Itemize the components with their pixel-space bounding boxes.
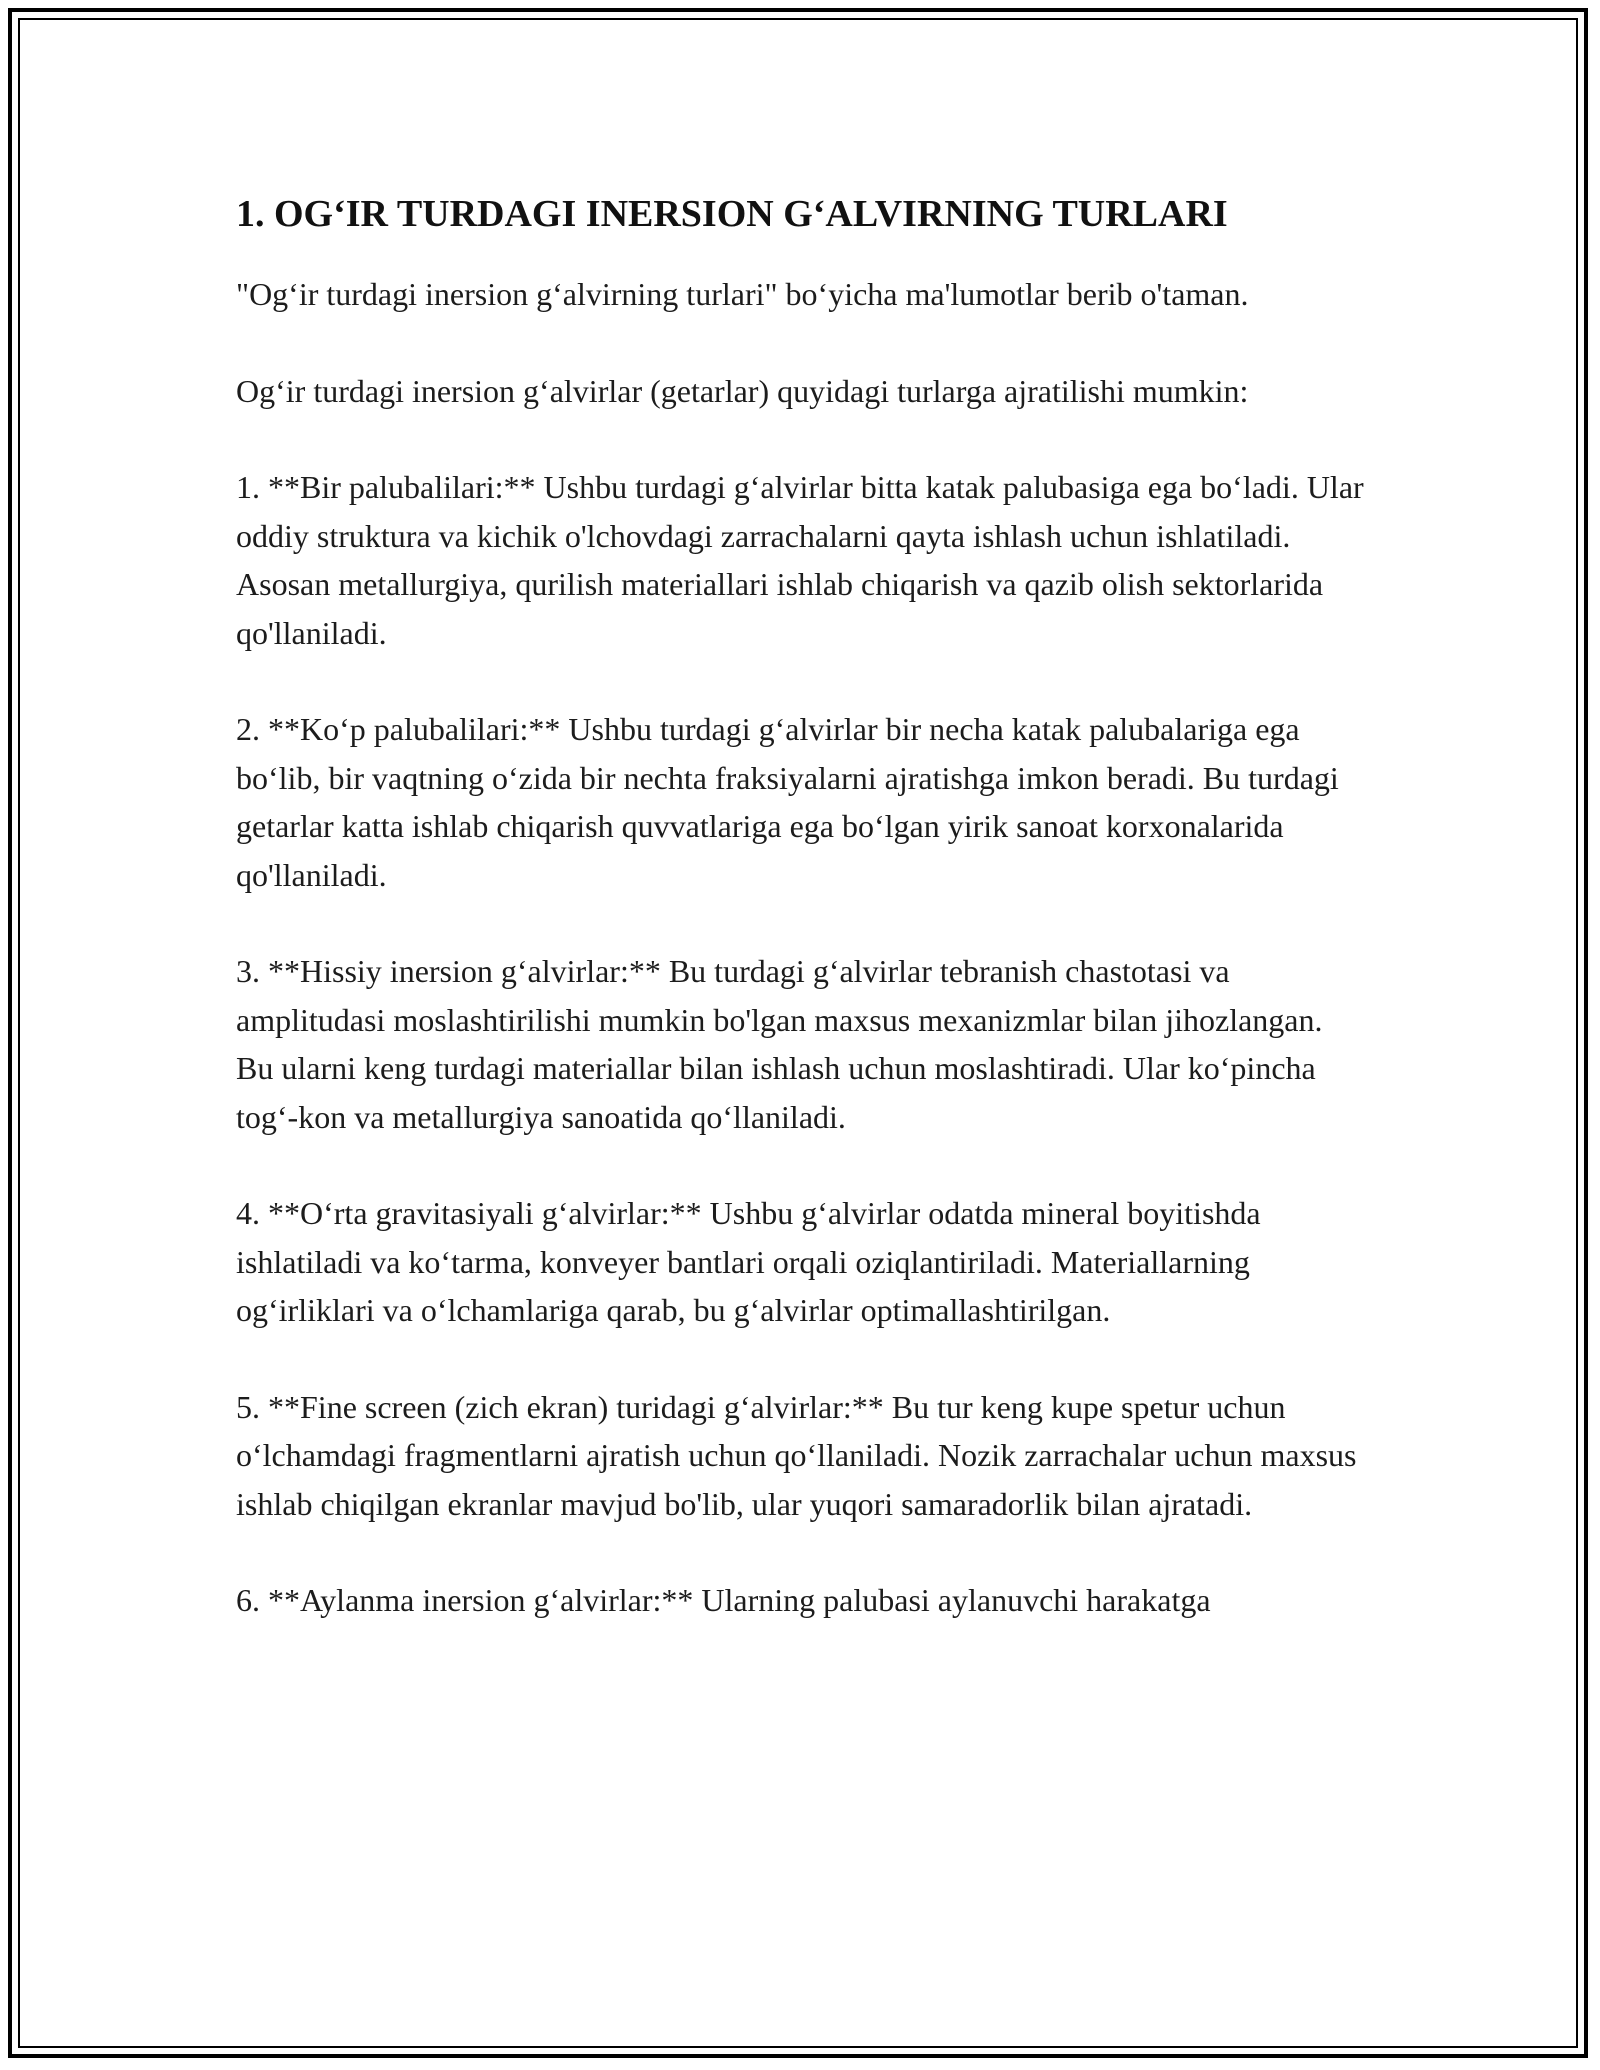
list-item-3: 3. **Hissiy inersion g‘alvirlar:** Bu turdagi g‘alvirlar tebranish chastotasi va amplitudasi moslashtirilishi mumkin bo'lgan maxsus mexanizmlar bilan jihozlangan. Bu ularni keng turdagi materiallar bilan ishlash uchun moslashtiradi. Ular ko‘pincha tog‘-kon va metallurgiya sanoatida qo‘llaniladi. — [236, 953, 1323, 1135]
list-item-5: 5. **Fine screen (zich ekran) turidagi g‘alvirlar:** Bu tur keng kupe spetur uchun o‘lchamdagi fragmentlarni ajratish uchun qo‘llaniladi. Nozik zarrachalar uchun maxsus ishlab chiqilgan ekranlar mavjud bo'lib, ular yuqori samaradorlik bilan ajratadi. — [236, 1388, 1357, 1522]
lead-paragraph: Og‘ir turdagi inersion g‘alvirlar (getarlar) quyidagi turlarga ajratilishi mumkin: — [236, 372, 1249, 409]
list-item-6: 6. **Aylanma inersion g‘alvirlar:** Ularning palubasi aylanuvchi harakatga — [236, 1582, 1211, 1618]
list-item-4: 4. **O‘rta gravitasiyali g‘alvirlar:** Ushbu g‘alvirlar odatda mineral boyitishda ishlatiladi va ko‘tarma, konveyer bantlari orqali oziqlantiriladi. Materiallarning og‘irliklari va o‘lchamlariga qarab, bu g‘alvirlar optimallashtirilgan. — [236, 1195, 1261, 1328]
list-item-2: 2. **Ko‘p palubalilari:** Ushbu turdagi g‘alvirlar bir necha katak palubalariga ega bo‘lib, bir vaqtning o‘zida bir nechta fraksiyalarni ajratishga imkon beradi. Bu turdagi getarlar katta ishlab chiqarish quvvatlariga ega bo‘lgan yirik sanoat korxonalarida qo'llaniladi. — [236, 711, 1339, 893]
list-item-1: 1. **Bir palubalilari:** Ushbu turdagi g‘alvirlar bitta katak palubasiga ega bo‘ladi. Ular oddiy struktura va kichik o'lchovdagi zarrachalarni qayta ishlash uchun ishlatiladi. Asosan metallurgiya, qurilish materiallari ishlab chiqarish va qazib olish sektorlarida qo'llaniladi. — [236, 469, 1364, 651]
document-body — [236, 186, 1366, 1673]
document-title: 1. OG‘IR TURDAGI INERSION G‘ALVIRNING TURLARI — [236, 193, 1228, 235]
intro-paragraph: "Og‘ir turdagi inersion g‘alvirning turlari" bo‘yicha ma'lumotlar berib o'taman. — [236, 276, 1249, 312]
